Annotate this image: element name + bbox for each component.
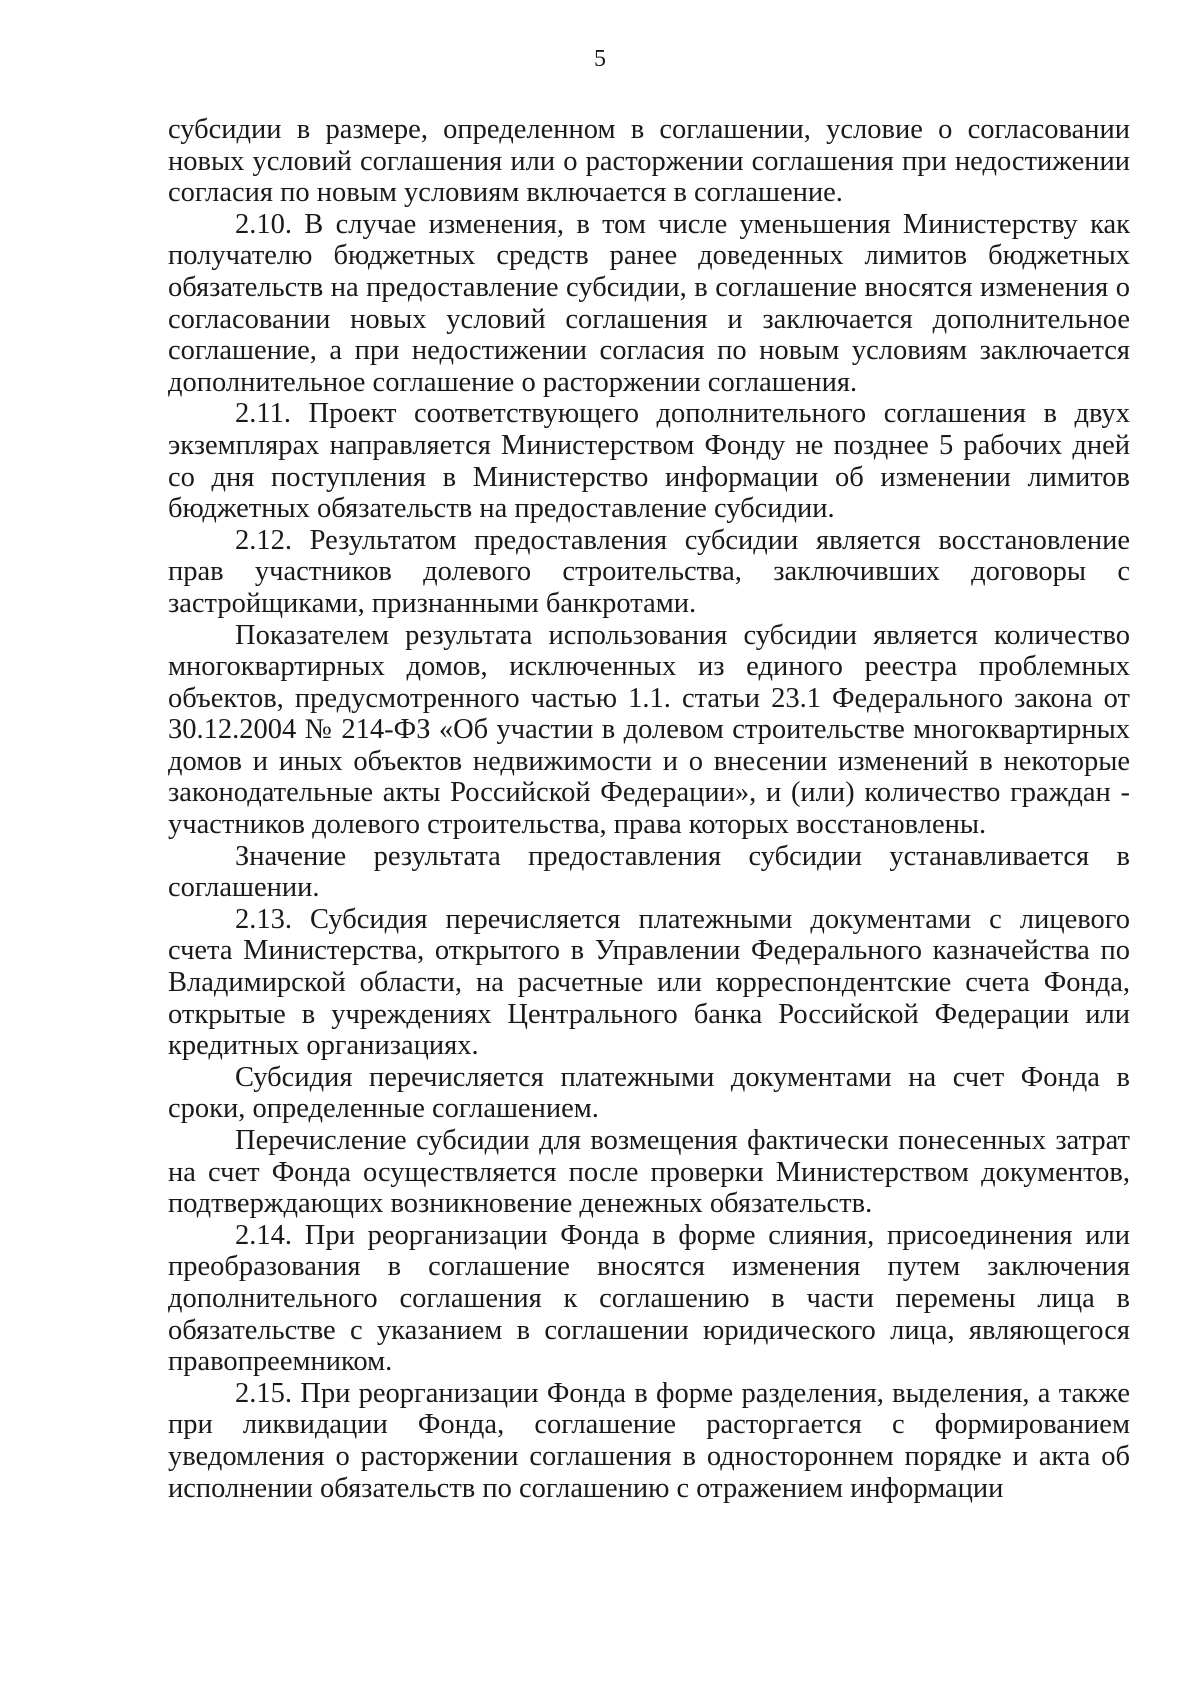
page-number: 5 [594,46,606,72]
paragraph-2-13: 2.13. Субсидия перечисляется платежными документами с лицевого счета Министерства, открытого в Управлении Федерального казначейства по Владимирской области, на расчетные или корреспондентские счета Фонда, открытые в учреждениях Центрального банка Российской Федерации или кредитных организациях. [168,903,1130,1062]
paragraph-indicator: Показателем результата использования субсидии является количество многоквартирных домов, исключенных из единого реестра проблемных объектов, предусмотренного частью 1.1. статьи 23.1 Федерального закона от 30.12.2004 № 214-ФЗ «Об участии в долевом строительстве многоквартирных домов и иных объектов недвижимости и о внесении изменений в некоторые законодательные акты Российской Федерации», и (или) количество граждан - участников долевого строительства, права которых восстановлены. [168,619,1130,841]
paragraph-transfer-terms: Субсидия перечисляется платежными документами на счет Фонда в сроки, определенные соглашением. [168,1061,1130,1125]
paragraph-2-12: 2.12. Результатом предоставления субсидии является восстановление прав участников долевого строительства, заключивших договоры с застройщиками, признанными банкротами. [168,524,1130,619]
paragraph-2-15: 2.15. При реорганизации Фонда в форме разделения, выделения, а также при ликвидации Фонда, соглашение расторгается с формированием уведомления о расторжении соглашения в одностороннем порядке и акта об исполнении обязательств по соглашению с отражением информации [168,1377,1130,1504]
paragraph-2-10: 2.10. В случае изменения, в том числе уменьшения Министерству как получателю бюджетных средств ранее доведенных лимитов бюджетных обязательств на предоставление субсидии, в соглашение вносятся изменения о согласовании новых условий соглашения и заключается дополнительное соглашение, а при недостижении согласия по новым условиям заключается дополнительное соглашение о расторжении соглашения. [168,208,1130,398]
paragraph-continuation: субсидии в размере, определенном в соглашении, условие о согласовании новых условий соглашения или о расторжении соглашения при недостижении согласия по новым условиям включается в соглашение. [168,114,1130,209]
document-body [168,114,1130,1504]
paragraph-2-14: 2.14. При реорганизации Фонда в форме слияния, присоединения или преобразования в соглашение вносятся изменения путем заключения дополнительного соглашения к соглашению в части перемены лица в обязательстве с указанием в соглашении юридического лица, являющегося правопреемником. [168,1219,1130,1378]
paragraph-result-value: Значение результата предоставления субсидии устанавливается в соглашении. [168,840,1130,904]
paragraph-reimbursement: Перечисление субсидии для возмещения фактически понесенных затрат на счет Фонда осуществляется после проверки Министерством документов, подтверждающих возникновение денежных обязательств. [168,1125,1130,1220]
paragraph-2-11: 2.11. Проект соответствующего дополнительного соглашения в двух экземплярах направляется Министерством Фонду не позднее 5 рабочих дней со дня поступления в Министерство информации об изменении лимитов бюджетных обязательств на предоставление субсидии. [168,398,1130,525]
